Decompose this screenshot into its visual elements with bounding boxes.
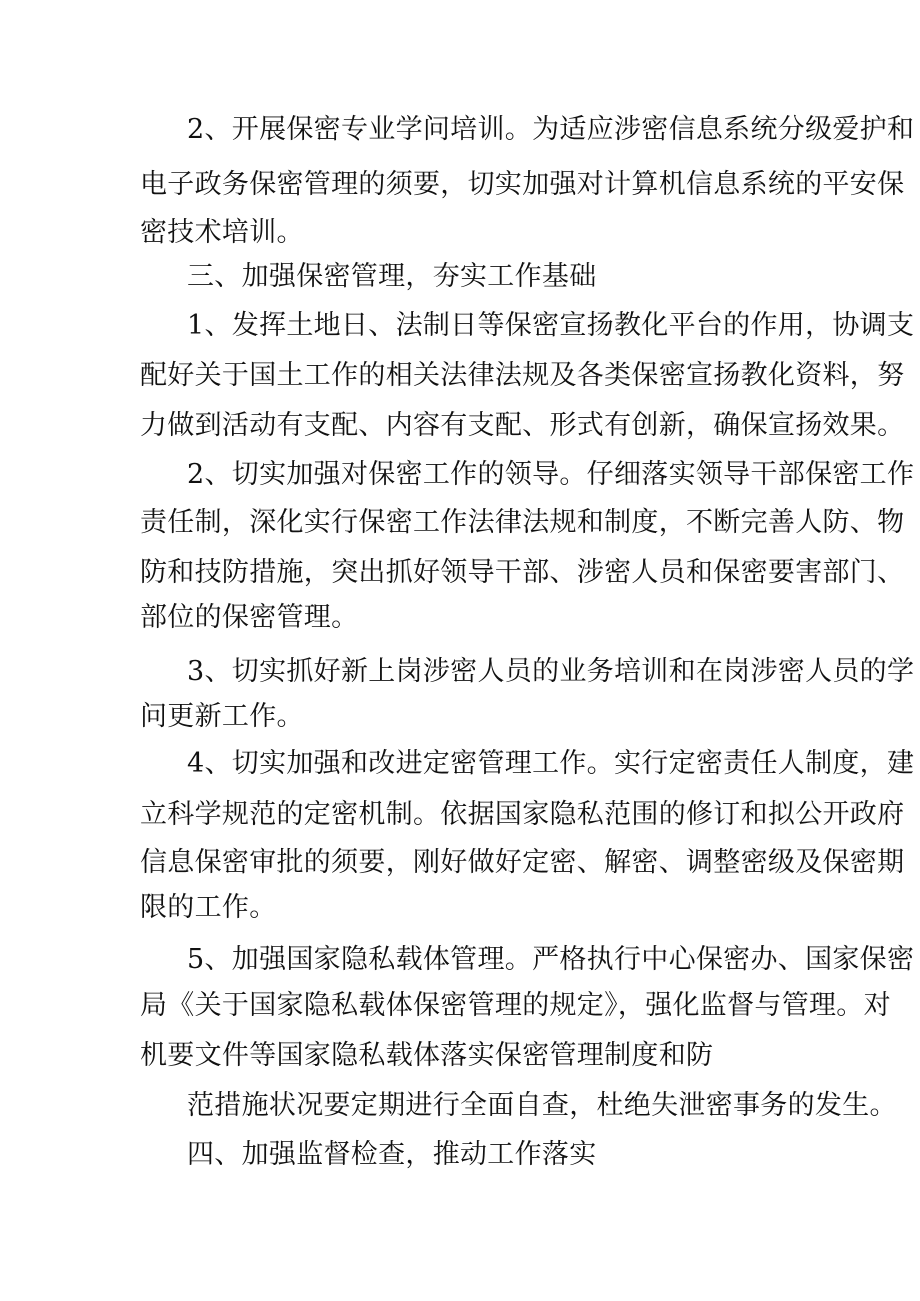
paragraph-line: 5、加强国家隐私载体管理。严格执行中心保密办、国家保密 xyxy=(187,944,915,975)
paragraph-line: 力做到活动有支配、内容有支配、形式有创新，确保宣扬效果。 xyxy=(140,410,905,441)
section-heading: 四、加强监督检查，推动工作落实 xyxy=(187,1139,597,1170)
paragraph-line: 4、切实加强和改进定密管理工作。实行定密责任人制度，建 xyxy=(187,748,915,779)
paragraph-line: 3、切实抓好新上岗涉密人员的业务培训和在岗涉密人员的学 xyxy=(187,656,915,687)
paragraph-line: 问更新工作。 xyxy=(140,701,304,732)
paragraph-line: 配好关于国土工作的相关法律法规及各类保密宣扬教化资料，努 xyxy=(140,360,905,391)
paragraph-line: 1、发挥土地日、法制日等保密宣扬教化平台的作用，协调支 xyxy=(187,310,915,341)
paragraph-line: 限的工作。 xyxy=(140,892,277,923)
paragraph-line: 责任制，深化实行保密工作法律法规和制度，不断完善人防、物 xyxy=(140,507,905,538)
section-heading: 三、加强保密管理，夯实工作基础 xyxy=(187,261,597,292)
paragraph-line: 局《关于国家隐私载体保密管理的规定》，强化监督与管理。对 xyxy=(140,990,891,1021)
paragraph-line: 电子政务保密管理的须要，切实加强对计算机信息系统的平安保 xyxy=(140,169,905,200)
paragraph-line: 防和技防措施，突出抓好领导干部、涉密人员和保密要害部门、 xyxy=(140,557,905,588)
paragraph-line: 机要文件等国家隐私载体落实保密管理制度和防 xyxy=(140,1040,714,1071)
paragraph-line: 范措施状况要定期进行全面自查，杜绝失泄密事务的发生。 xyxy=(187,1090,897,1121)
paragraph-line: 部位的保密管理。 xyxy=(140,602,359,633)
paragraph-line: 2、切实加强对保密工作的领导。仔细落实领导干部保密工作 xyxy=(187,459,915,490)
paragraph-line: 立科学规范的定密机制。依据国家隐私范围的修订和拟公开政府 xyxy=(140,799,905,830)
paragraph-line: 2、开展保密专业学问培训。为适应涉密信息系统分级爱护和 xyxy=(187,114,915,145)
paragraph-line: 密技术培训。 xyxy=(140,217,304,248)
paragraph-line: 信息保密审批的须要，刚好做好定密、解密、调整密级及保密期 xyxy=(140,847,905,878)
